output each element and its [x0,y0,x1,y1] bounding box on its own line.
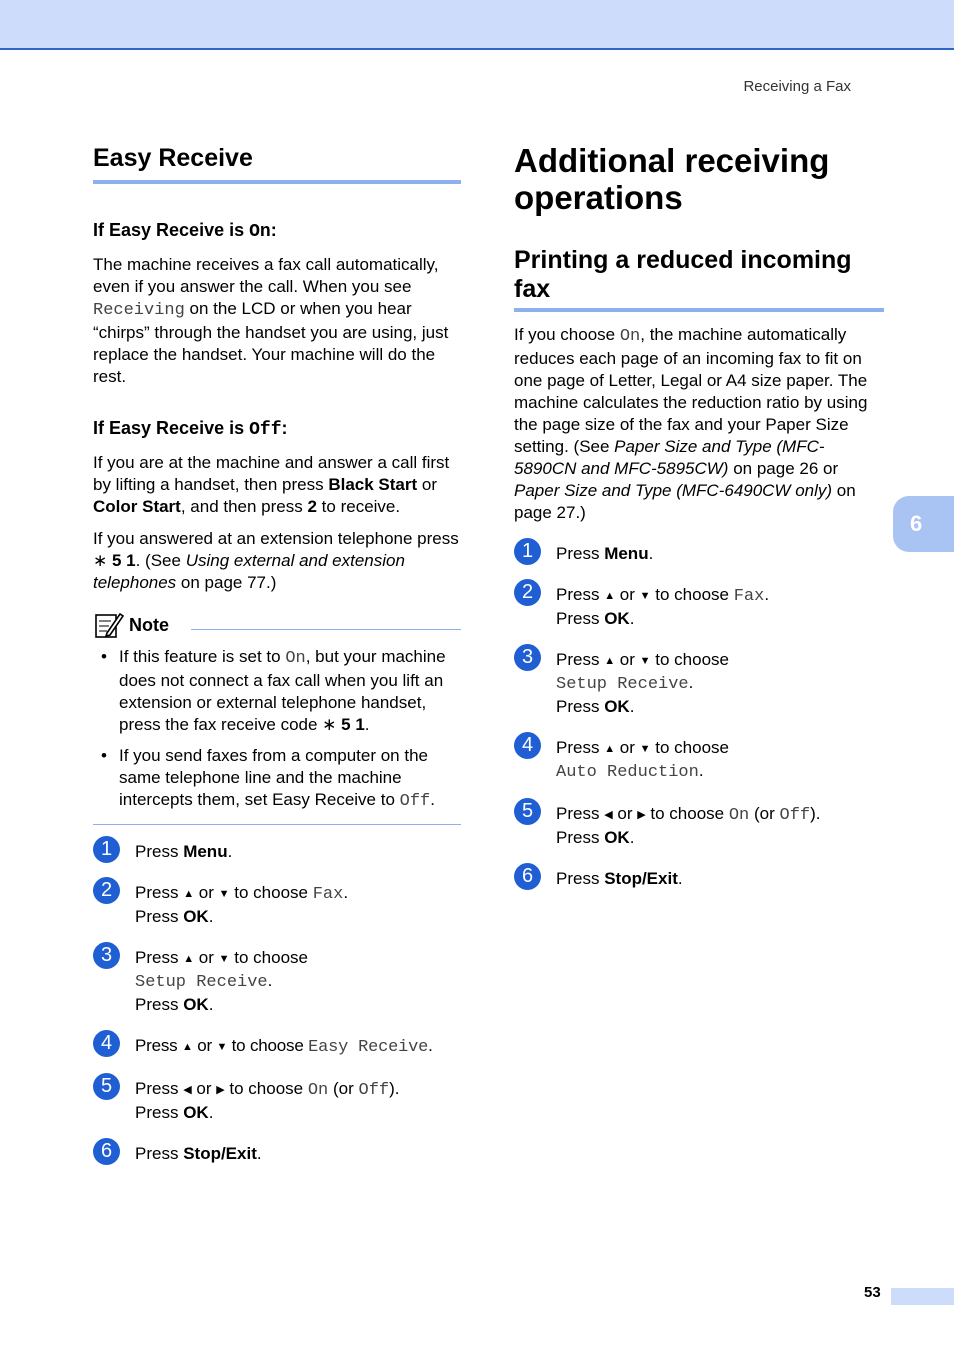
reduced-fax-paragraph: If you choose On, the machine automatically reduces each page of an incoming fax to fit on one page of Letter, Legal or A4 size paper. The machine calculates the reduction ratio by using the page size of the fax and your Paper Size setting. (See Paper Size and Type (MFC-5890CN and MFC-5895CW) on page 26 or Paper Size and Type (MFC-6490CW only) on page 27.) [514,325,868,522]
on-heading: If Easy Receive is On: [93,220,277,242]
step-6: 6 Press Stop/Exit. [93,1138,461,1165]
down-arrow-icon: ▼ [639,590,651,602]
up-arrow-icon: ▲ [183,888,195,900]
down-arrow-icon: ▼ [218,888,230,900]
down-arrow-icon: ▼ [639,655,651,667]
off-heading: If Easy Receive is Off: [93,418,288,440]
step-2: 2 Press ▲ or ▼ to choose Fax. Press OK. [93,877,461,928]
right-steps [514,538,884,890]
step-badge: 4 [93,1030,120,1057]
right-arrow-icon: ▶ [216,1084,225,1096]
note-pencil-icon [93,609,125,641]
step-4: 4 Press ▲ or ▼ to choose Easy Receive. [93,1030,461,1059]
off-paragraph: If you are at the machine and answer a call first by lifting a handset, then press Black Start or Color Start, and then press 2 to receive. [93,453,450,516]
up-arrow-icon: ▲ [604,590,616,602]
step-badge: 6 [514,863,541,890]
step-6: 6 Press Stop/Exit. [514,863,884,890]
step-badge: 1 [93,836,120,863]
reduced-fax-subtitle: Printing a reduced incoming fax [514,246,884,312]
left-column [93,142,461,1165]
header-band [0,0,954,50]
note-list [93,646,461,813]
note-rule [191,629,461,630]
step-2: 2 Press ▲ or ▼ to choose Fax. Press OK. [514,579,884,630]
left-arrow-icon: ◀ [183,1084,192,1096]
down-arrow-icon: ▼ [639,743,651,755]
right-arrow-icon: ▶ [637,809,646,821]
down-arrow-icon: ▼ [218,953,230,965]
step-4: 4 Press ▲ or ▼ to choose Auto Reduction. [514,732,884,784]
step-3: 3 Press ▲ or ▼ to choose Setup Receive. Press OK. [514,644,884,718]
step-3: 3 Press ▲ or ▼ to choose Setup Receive. Press OK. [93,942,461,1016]
right-column [514,142,884,890]
extension-paragraph: If you answered at an extension telephone press ∗ 5 1. (See Using external and extension telephones on page 77.) [93,529,459,592]
note-item: • If you send faxes from a computer on the same telephone line and the machine intercepts them, set Easy Receive to Off. [101,746,435,811]
step-badge: 2 [514,579,541,606]
easy-receive-title: Easy Receive [93,142,461,184]
up-arrow-icon: ▲ [183,953,195,965]
note-item: • If this feature is set to On, but your machine does not connect a fax call when you lift an extension or external telephone handset, press the fax receive code ∗ 5 1. [101,647,446,734]
step-5: 5 Press ◀ or ▶ to choose On (or Off). Press OK. [514,798,884,849]
page-number-bar [891,1288,954,1305]
up-arrow-icon: ▲ [604,743,616,755]
step-badge: 2 [93,877,120,904]
step-badge: 1 [514,538,541,565]
link-paper-size-5890[interactable]: Paper Size and Type (MFC-5890CN and MFC-5895CW) [514,437,825,478]
step-1: 1 Press Menu. [514,538,884,565]
step-badge: 4 [514,732,541,759]
note-header [93,608,461,642]
up-arrow-icon: ▲ [604,655,616,667]
left-arrow-icon: ◀ [604,809,613,821]
step-badge: 3 [93,942,120,969]
left-steps [93,836,461,1165]
additional-operations-title: Additional receiving operations [514,142,830,216]
up-arrow-icon: ▲ [181,1041,193,1053]
step-badge: 5 [514,798,541,825]
note-box [93,608,461,825]
down-arrow-icon: ▼ [216,1041,228,1053]
on-paragraph: The machine receives a fax call automatically, even if you answer the call. When you see Receiving on the LCD or when you hear “chirps” through the handset you are using, just replace the handset. Your machine will do the rest. [93,255,449,386]
note-label: Note [129,614,169,635]
note-end-rule [93,824,461,825]
step-1: 1 Press Menu. [93,836,461,863]
running-title: Receiving a Fax [743,78,851,95]
step-badge: 6 [93,1138,120,1165]
step-badge: 3 [514,644,541,671]
link-external-telephones[interactable]: Using external and extension telephones [93,551,405,592]
link-paper-size-6490[interactable]: Paper Size and Type (MFC-6490CW only) [514,481,833,500]
step-5: 5 Press ◀ or ▶ to choose On (or Off). Press OK. [93,1073,461,1124]
page-number: 53 [864,1284,881,1301]
step-badge: 5 [93,1073,120,1100]
chapter-tab[interactable]: 6 [893,496,954,552]
